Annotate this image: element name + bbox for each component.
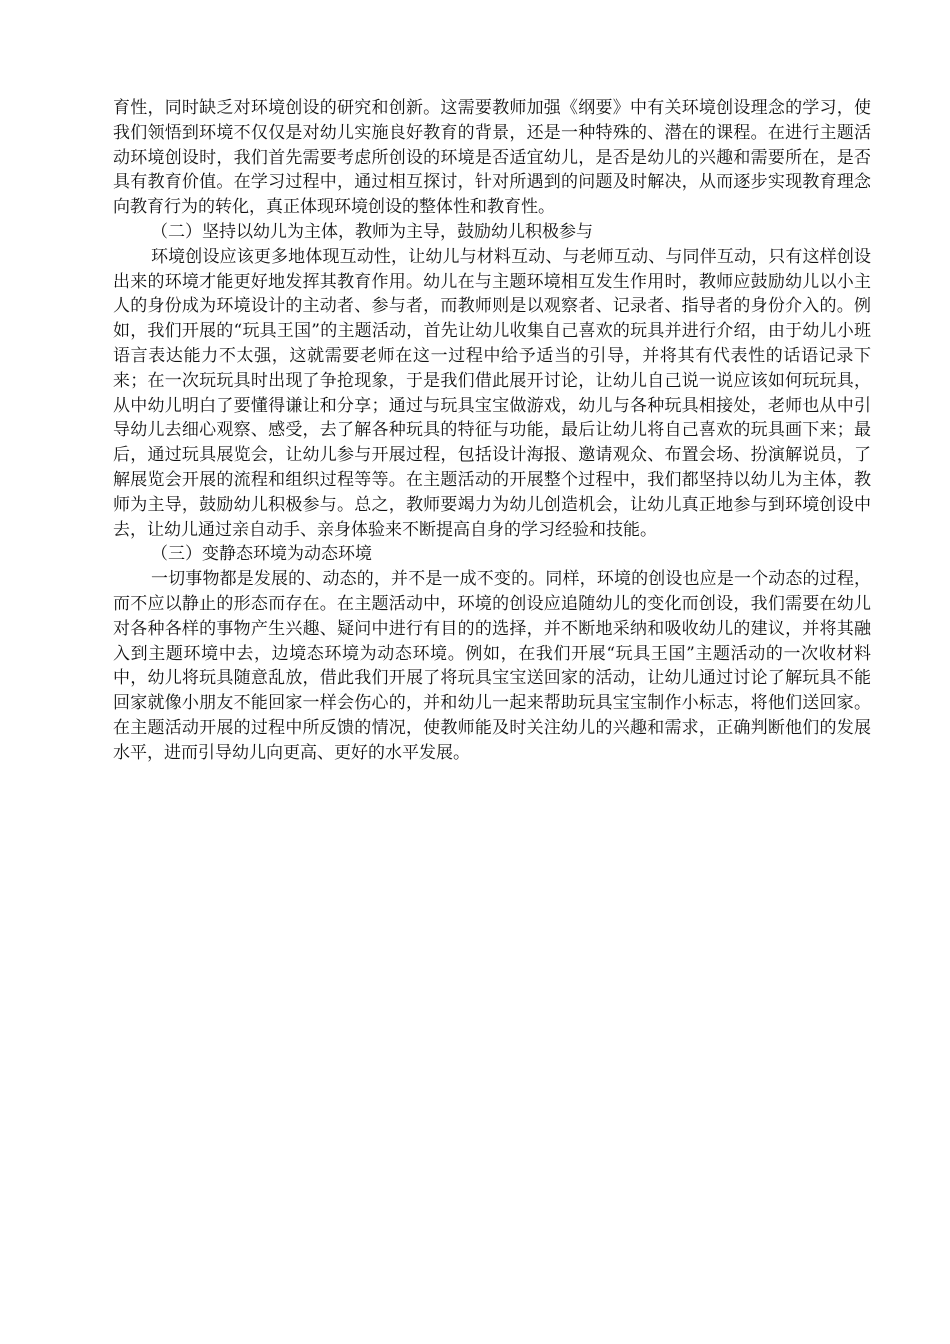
section-heading-2: （二）坚持以幼儿为主体，教师为主导，鼓励幼儿积极参与	[151, 221, 593, 242]
paragraph-section-2: 环境创设应该更多地体现互动性，让幼儿与材料互动、与老师互动、与同伴互动，只有这样创设出来的环境才能更好地发挥其教育作用。幼儿在与主题环境相互发生作用时，教师应鼓励幼儿以小主人的身份成为环境设计的主动者、参与者，而教师则是以观察者、记录者、指导者的身份介入的。例如，我们开展的“玩具王国”的主题活动，首先让幼儿收集自己喜欢的玩具并进行介绍，由于幼儿小班语言表达能力不太强，这就需要老师在这一过程中给予适当的引导，并将其有代表性的话语记录下来；在一次玩玩具时出现了争抢现象，于是我们借此展开讨论，让幼儿自己说一说应该如何玩玩具，从中幼儿明白了要懂得谦让和分享；通过与玩具宝宝做游戏，幼儿与各种玩具相接处，老师也从中引导幼儿去细心观察、感受，去了解各种玩具的特征与功能，最后让幼儿将自己喜欢的玩具画下来；最后，通过玩具展览会，让幼儿参与开展过程，包括设计海报、邀请观众、布置会场、扮演解说员，了解展览会开展的流程和组织过程等等。在主题活动的开展整个过程中，我们都坚持以幼儿为主体，教师为主导，鼓励幼儿积极参与。总之，教师要竭力为幼儿创造机会，让幼儿真正地参与到环境创设中去，让幼儿通过亲自动手、亲身体验来不断提高自身的学习经验和技能。	[113, 246, 871, 540]
paragraph-continuation: 育性，同时缺乏对环境创设的研究和创新。这需要教师加强《纲要》中有关环境创设理念的学习，使我们领悟到环境不仅仅是对幼儿实施良好教育的背景，还是一种特殊的、潜在的课程。在进行主题活动环境创设时，我们首先需要考虑所创设的环境是否适宜幼儿，是否是幼儿的兴趣和需要所在，是否具有教育价值。在学习过程中，通过相互探讨，针对所遇到的问题及时解决，从而逐步实现教育理念向教育行为的转化，真正体现环境创设的整体性和教育性。	[113, 98, 871, 218]
section-heading-3: （三）变静态环境为动态环境	[151, 544, 372, 565]
paragraph-section-3: 一切事物都是发展的、动态的，并不是一成不变的。同样，环境的创设也应是一个动态的过程，而不应以静止的形态而存在。在主题活动中，环境的创设应追随幼儿的变化而创设，我们需要在幼儿对各种各样的事物产生兴趣、疑问中进行有目的的选择，并不断地采纳和吸收幼儿的建议，并将其融入到主题环境中去，边境态环境为动态环境。例如，在我们开展“玩具王国”主题活动的一次收材料中，幼儿将玩具随意乱放，借此我们开展了将玩具宝宝送回家的活动，让幼儿通过讨论了解玩具不能回家就像小朋友不能回家一样会伤心的，并和幼儿一起来帮助玩具宝宝制作小标志，将他们送回家。在主题活动开展的过程中所反馈的情况，使教师能及时关注幼儿的兴趣和需求，正确判断他们的发展水平，进而引导幼儿向更高、更好的水平发展。	[113, 569, 871, 763]
document-page	[113, 96, 871, 766]
